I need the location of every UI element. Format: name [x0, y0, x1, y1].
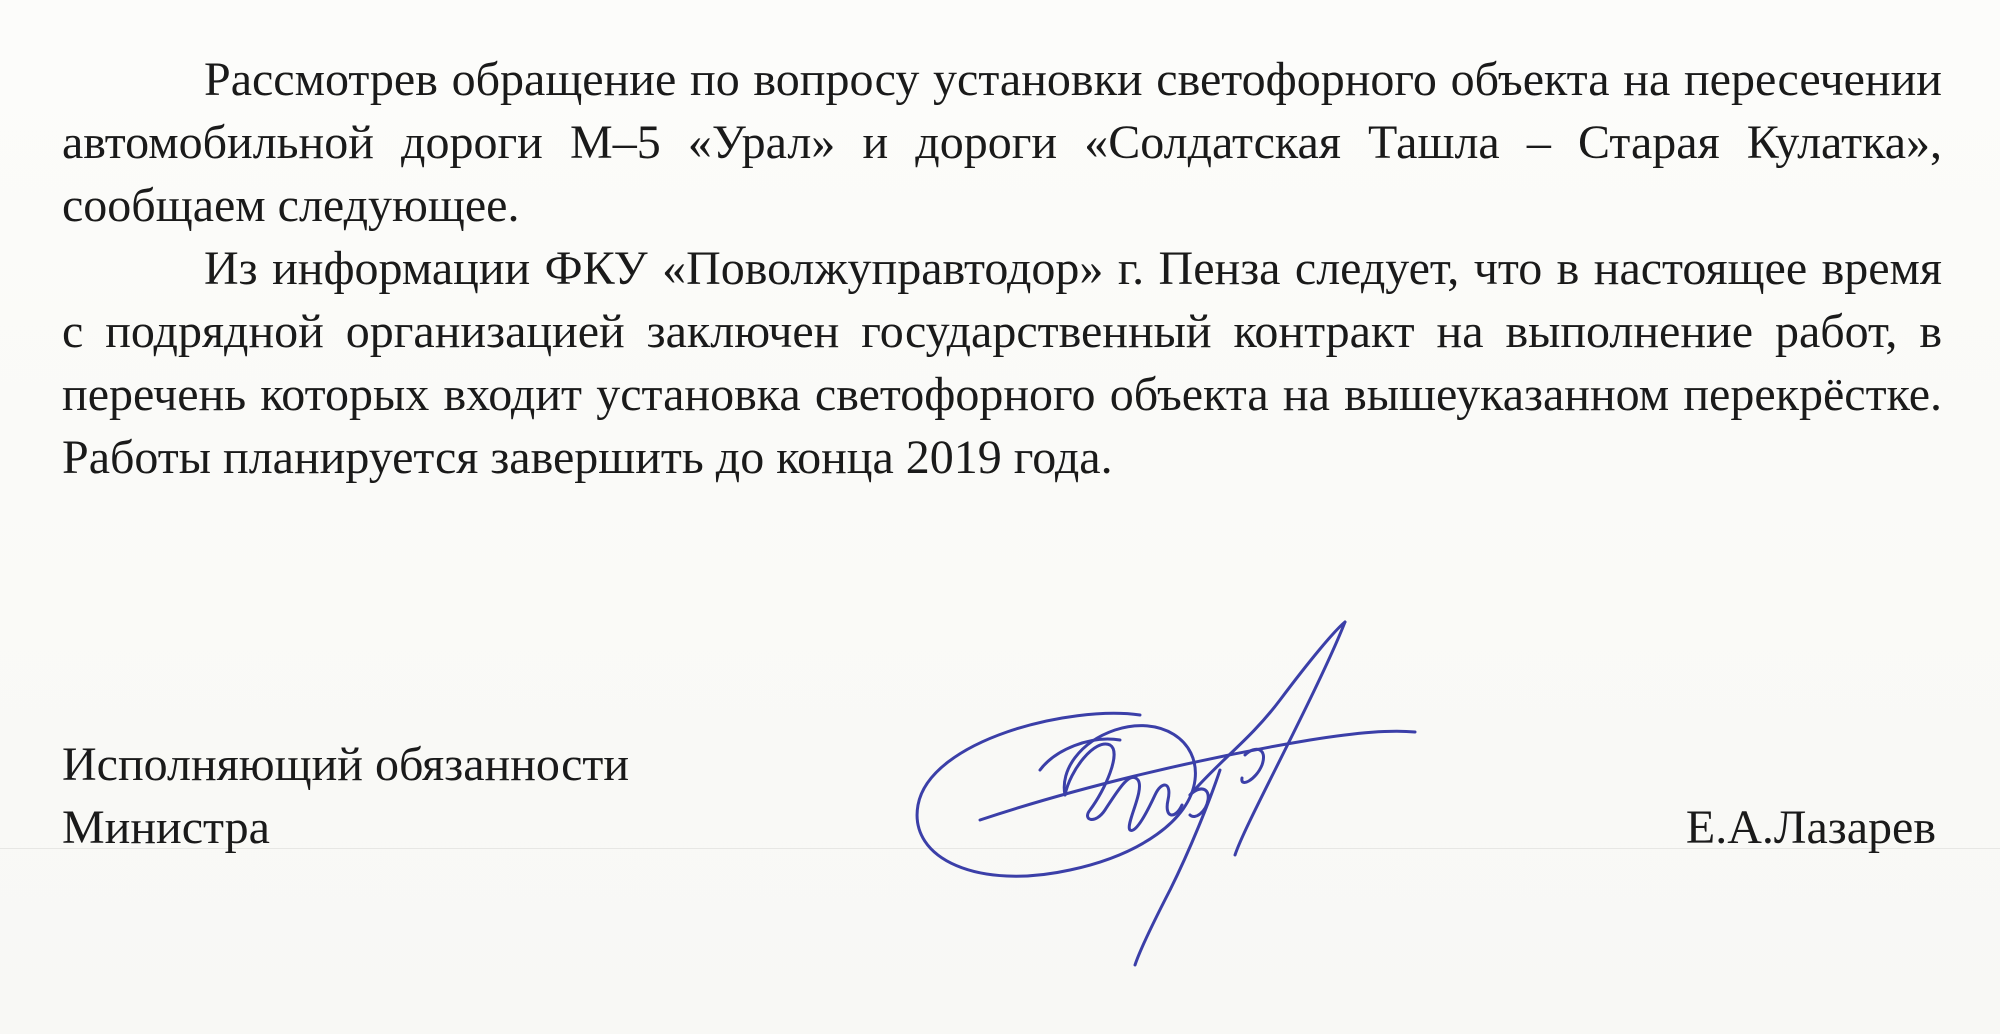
signatory-name: Е.А.Лазарев: [1685, 801, 1936, 854]
signatory-position-line-2: Министра: [62, 801, 270, 854]
body-paragraph-1: [62, 48, 1942, 237]
signatory-position: [62, 733, 629, 859]
handwritten-signature-icon: [890, 620, 1530, 980]
paragraph-text: Из информации ФКУ «Поволжуправтодор» г. Пенза следует, что в настоящее время с подрядной организацией заключен государственный контракт на выполнение работ, в перечень которых входит установка светофорного объекта на вышеуказанном перекрёстке. Работы планируется завершить до конца 2019 года.: [62, 242, 1942, 484]
paragraph-text: Рассмотрев обращение по вопросу установки светофорного объекта на пересечении автомобильной дороги М–5 «Урал» и дороги «Солдатская Ташла – Старая Кулатка», сообщаем следующее.: [62, 53, 1942, 232]
signatory-position-line-1: Исполняющий обязанности: [62, 738, 630, 791]
body-paragraph-2: [62, 237, 1942, 489]
